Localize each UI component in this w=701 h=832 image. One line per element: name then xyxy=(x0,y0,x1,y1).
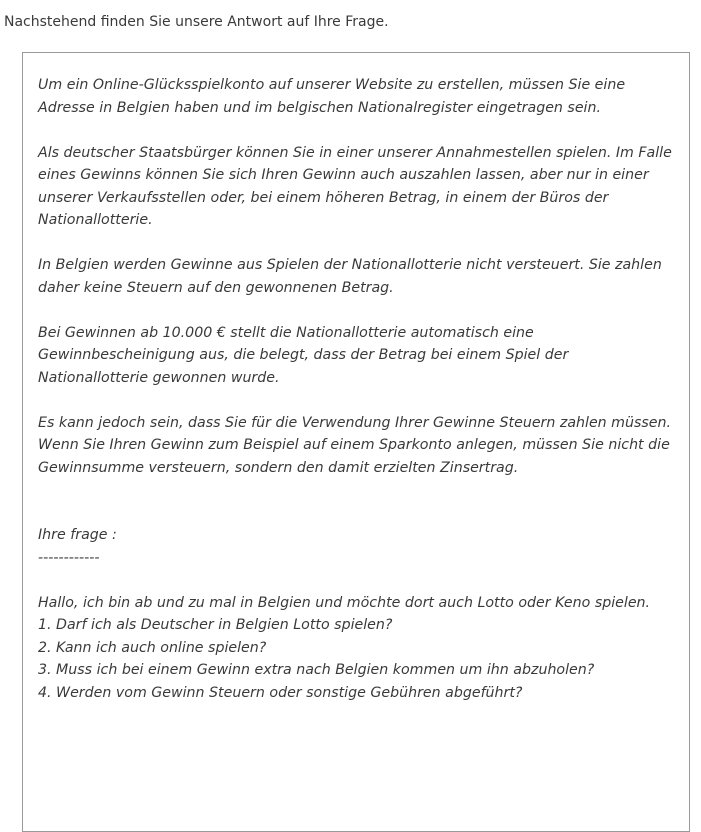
answer-paragraph: In Belgien werden Gewinne aus Spielen der Nationallotterie nicht versteuert. Sie zahlen daher keine Steuern auf den gewonnenen Betrag. xyxy=(38,257,662,296)
question-list xyxy=(38,614,675,704)
spacer xyxy=(38,502,675,525)
intro-text: Nachstehend finden Sie unsere Antwort auf Ihre Frage. xyxy=(4,14,389,30)
answer-paragraph: Es kann jedoch sein, dass Sie für die Verwendung Ihrer Gewinne Steuern zahlen müssen. Wenn Sie Ihren Gewinn zum Beispiel auf einem Sparkonto anlegen, müssen Sie nicht die Gewinnsumme versteuern, sondern den damit erzielten Zinsertrag. xyxy=(38,414,672,476)
question-item: 2. Kann ich auch online spielen? xyxy=(38,639,267,656)
answer-box xyxy=(22,52,690,832)
question-item: 4. Werden vom Gewinn Steuern oder sonstige Gebühren abgeführt? xyxy=(38,684,523,701)
spacer xyxy=(38,569,675,592)
question-separator: ------------ xyxy=(38,549,100,566)
question-label: Ihre frage : xyxy=(38,527,117,543)
answer-paragraph: Als deutscher Staatsbürger können Sie in einer unserer Annahmestellen spielen. Im Falle eines Gewinns können Sie sich Ihren Gewinn auch auszahlen lassen, aber nur in einer unserer Verkaufsstellen oder, bei einem höheren Betrag, in einem der Büros der Nationallotterie. xyxy=(38,144,672,228)
question-text: Hallo, ich bin ab und zu mal in Belgien und möchte dort auch Lotto oder Keno spielen. xyxy=(38,594,651,611)
question-item: 3. Muss ich bei einem Gewinn extra nach Belgien kommen um ihn abzuholen? xyxy=(38,662,595,678)
question-item: 1. Darf ich als Deutscher in Belgien Lotto spielen? xyxy=(38,617,393,633)
answer-paragraph: Um ein Online-Glücksspielkonto auf unserer Website zu erstellen, müssen Sie eine Adresse in Belgien haben und im belgischen Nationalregister eingetragen sein. xyxy=(38,77,626,116)
answer-paragraph: Bei Gewinnen ab 10.000 € stellt die Nationallotterie automatisch eine Gewinnbescheinigung aus, die belegt, dass der Betrag bei einem Spiel der Nationallotterie gewonnen wurde. xyxy=(38,324,569,386)
